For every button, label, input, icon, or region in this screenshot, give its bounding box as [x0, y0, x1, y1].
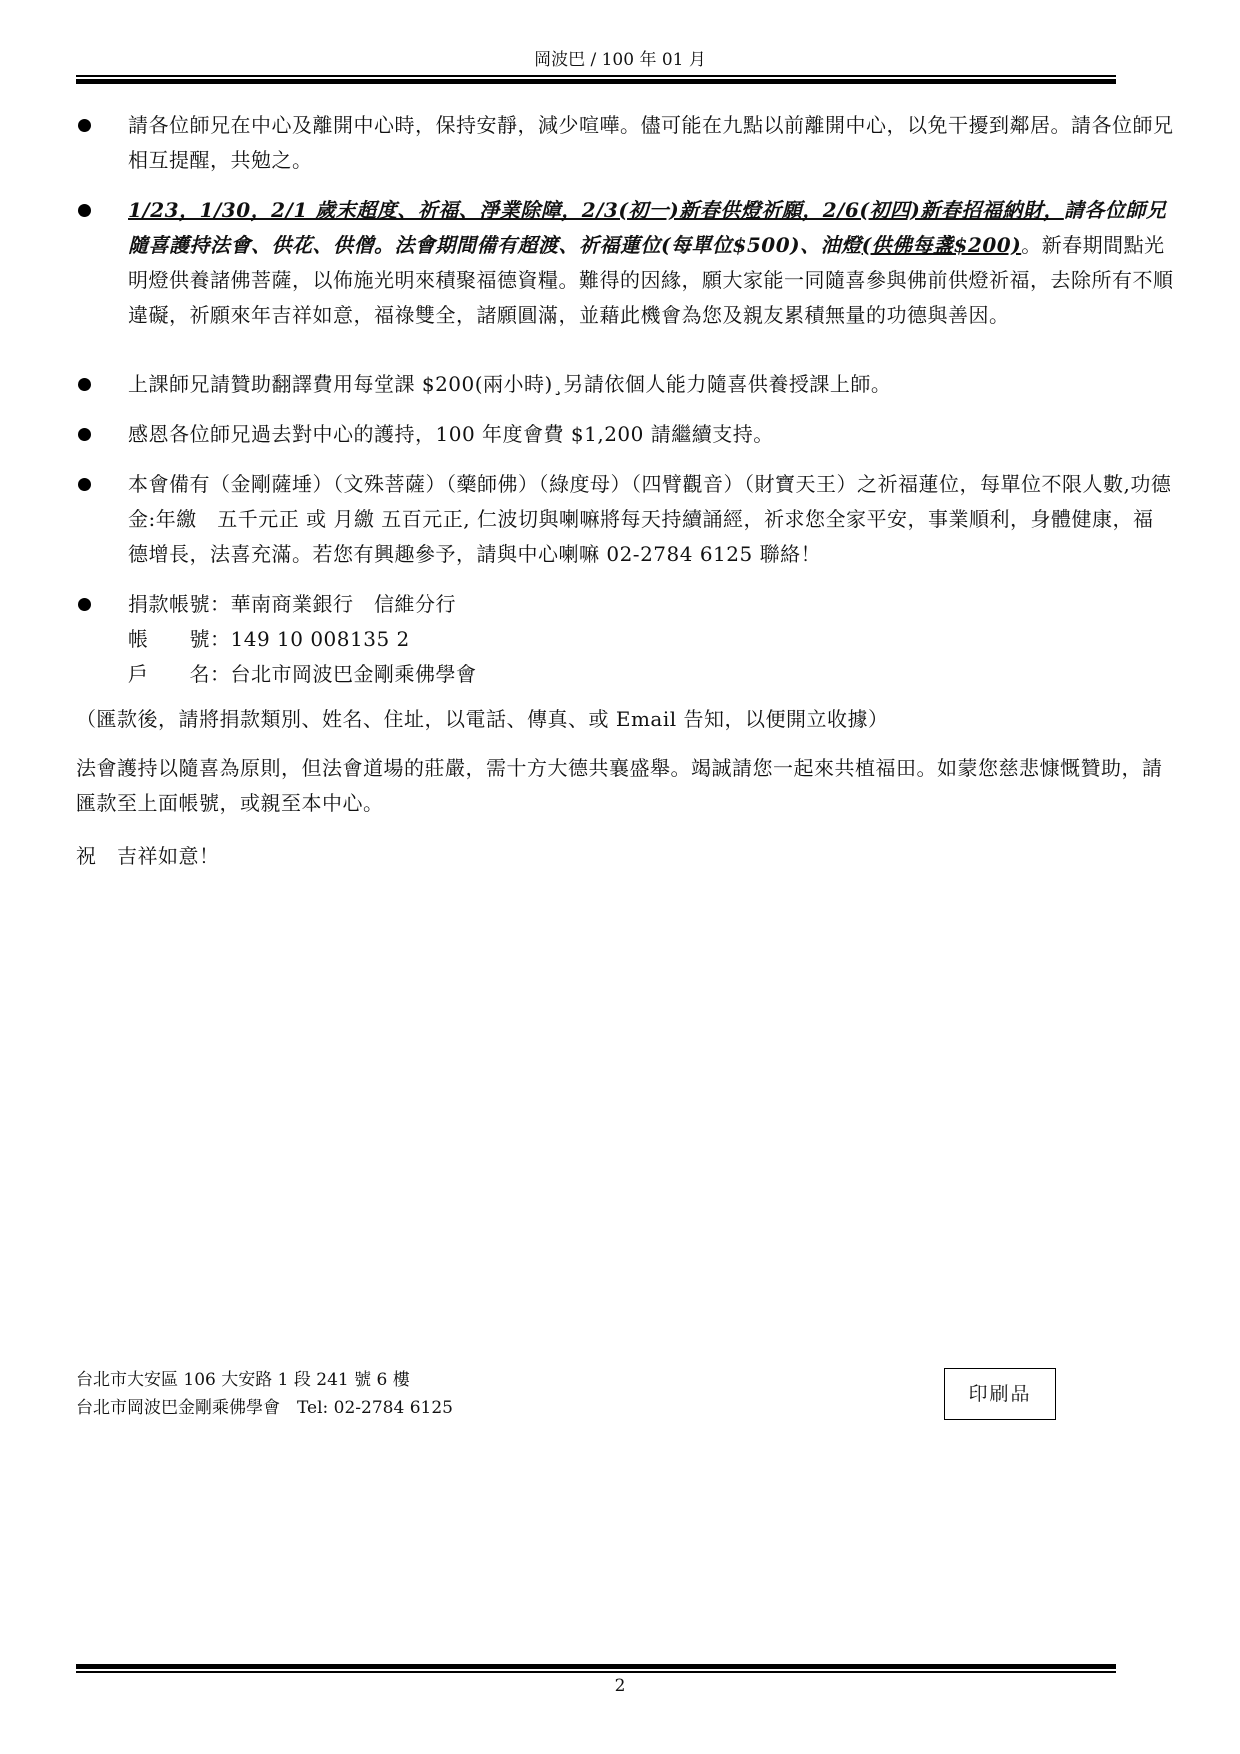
- puja-dates-text: 1/23，1/30，2/1 歲末超度、祈福、淨業除障，2/3(初一)新春供燈祈願，2/6(初四)新春招福納財，: [128, 198, 1064, 222]
- bullet-new-year-puja: [76, 193, 1174, 333]
- account-name: 戶 名：台北市岡波巴金剛乘佛學會: [128, 662, 477, 686]
- header-rule-thin: [76, 75, 1116, 77]
- footer-address: 台北市大安區 106 大安路 1 段 241 號 6 樓: [76, 1370, 410, 1390]
- bullet-donation-account: [76, 587, 1174, 692]
- bullet-blessing-lotus: [76, 467, 1174, 572]
- footer-address-block: [76, 1366, 453, 1422]
- support-paragraph: 法會護持以隨喜為原則，但法會道場的莊嚴，需十方大德共襄盛舉。竭誠請您一起來共植福田。如蒙您慈悲慷慨贊助，請匯款至上面帳號，或親至本中心。: [76, 756, 1163, 815]
- page-number: 2: [614, 1676, 626, 1696]
- bullet-dot-icon: [78, 204, 91, 217]
- bullet-dot-icon: [78, 428, 91, 441]
- bullet-text: 感恩各位師兄過去對中心的護持，100 年度會費 $1,200 請繼續支持。: [128, 422, 774, 446]
- header-rule-thick: [76, 79, 1116, 84]
- bullet-dot-icon: [78, 598, 91, 611]
- bullet-text: 本會備有（金剛薩埵）（文殊菩薩）（藥師佛）（綠度母）（四臂觀音）（財寶天王）之祈福蓮位，每單位不限人數,功德金:年繳 五千元正 或 月繳 五百元正, 仁波切與喇嘛將每天持續誦經，祈求您全家平安，事業順利，身體健康，福德增長，法喜充滿。若您有興趣參予，請與中心喇嘛 02-2784 6125 聯絡！: [128, 472, 1172, 566]
- puja-support-text: 請各位師兄隨喜護持法會、供花、供僧。法會期間備有超渡、祈福蓮位(每單位$500)、油燈: [128, 198, 1167, 257]
- bullet-dot-icon: [78, 378, 91, 391]
- footer-rule-thin: [76, 1671, 1116, 1673]
- puja-description: 。新春期間點光明燈供養諸佛菩薩，以佈施光明來積聚福德資糧。難得的因緣，願大家能一同隨喜參與佛前供燈祈福，去除所有不順違礙，祈願來年吉祥如意，福祿雙全，諸願圓滿，並藉此機會為您及親友累積無量的功德與善因。: [128, 233, 1174, 327]
- footer-rule-thick: [76, 1664, 1116, 1669]
- bullet-translation-fee: [76, 367, 1174, 402]
- page-header-title: 岡波巴 / 100 年 01 月: [534, 50, 706, 70]
- bullet-text: 請各位師兄在中心及離開中心時，保持安靜，減少喧嘩。儘可能在九點以前離開中心，以免干擾到鄰居。請各位師兄相互提醒，共勉之。: [128, 113, 1174, 172]
- main-content: [76, 108, 1174, 874]
- bullet-dot-icon: [78, 119, 91, 132]
- bullet-dot-icon: [78, 478, 91, 491]
- account-bank: 捐款帳號：華南商業銀行 信維分行: [128, 592, 456, 616]
- remittance-note: （匯款後，請將捐款類別、姓名、住址，以電話、傳真、或 Email 告知，以便開立收據）: [76, 707, 889, 731]
- bullet-membership-fee: [76, 417, 1174, 452]
- footer-org-tel: 台北市岡波巴金剛乘佛學會 Tel: 02-2784 6125: [76, 1398, 453, 1418]
- bullet-text: 上課師兄請贊助翻譯費用每堂課 $200(兩小時)¸另請依個人能力隨喜供養授課上師。: [128, 372, 892, 396]
- puja-lamp-price: (供佛每盞$200): [861, 233, 1022, 257]
- account-number: 帳 號：149 10 008135 2: [128, 627, 410, 651]
- printed-matter-stamp: 印刷品: [944, 1368, 1056, 1420]
- bullet-quiet-notice: [76, 108, 1174, 178]
- closing-blessing: 祝 吉祥如意！: [76, 844, 220, 868]
